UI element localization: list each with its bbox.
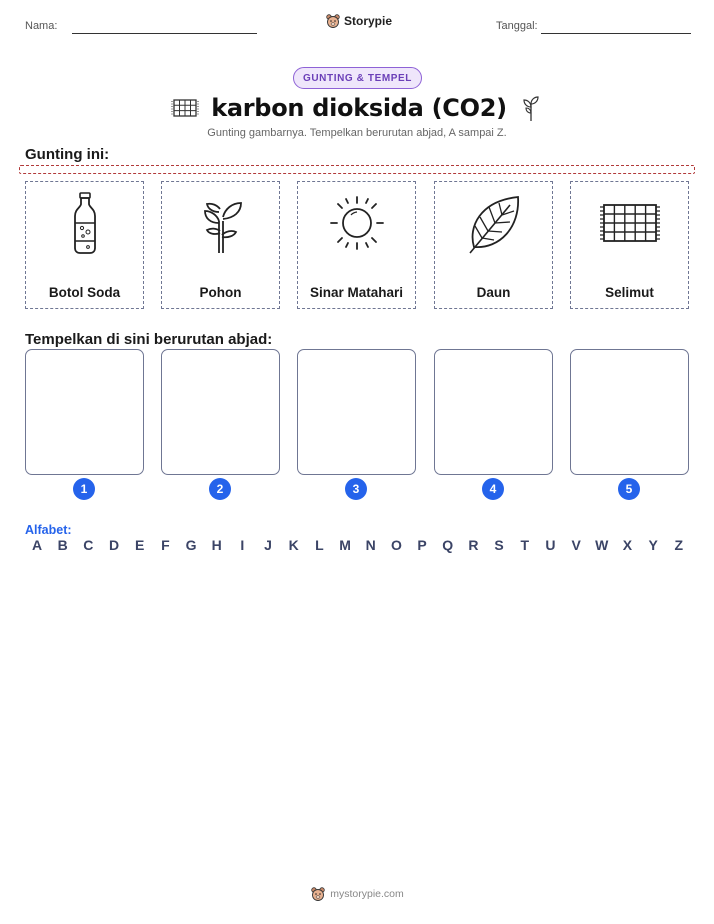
- paste-slot-5[interactable]: [570, 349, 689, 475]
- leaf-icon: [462, 191, 526, 255]
- alphabet-letter: O: [390, 537, 402, 553]
- alphabet-letter: Y: [648, 537, 658, 553]
- card-label: Sinar Matahari: [309, 285, 404, 300]
- alphabet-letter: K: [288, 537, 299, 553]
- alphabet-letter: V: [571, 537, 581, 553]
- card-label: Daun: [476, 285, 511, 300]
- header: [0, 0, 714, 50]
- slot-number: 2: [209, 478, 231, 500]
- logo-text: Storypie: [344, 14, 393, 28]
- date-label: Tanggal:: [496, 20, 538, 32]
- storypie-logo: [325, 13, 392, 29]
- card-leaf[interactable]: [434, 181, 553, 309]
- blanket-icon: [598, 191, 662, 255]
- sun-icon: [325, 191, 389, 255]
- tree-icon: [189, 191, 253, 255]
- alphabet-letter: Q: [442, 537, 454, 553]
- alphabet-letter: R: [468, 537, 479, 553]
- slot-number: 5: [618, 478, 640, 500]
- soda-bottle-icon: [53, 191, 117, 255]
- footer: [0, 886, 714, 902]
- alphabet-letter: G: [185, 537, 197, 553]
- alphabet-letter: L: [315, 537, 324, 553]
- card-soda-bottle[interactable]: [25, 181, 144, 309]
- card-sun[interactable]: [297, 181, 416, 309]
- paste-slot-2[interactable]: [161, 349, 280, 475]
- alphabet-letter: H: [211, 537, 222, 553]
- alphabet-letter: Z: [674, 537, 684, 553]
- alphabet-letter: W: [595, 537, 609, 553]
- alphabet-letter: N: [365, 537, 376, 553]
- card-label: Selimut: [605, 285, 654, 300]
- slot-number: 4: [482, 478, 504, 500]
- card-label: Pohon: [199, 285, 242, 300]
- card-blanket[interactable]: [570, 181, 689, 309]
- alphabet-letter: E: [135, 537, 145, 553]
- alphabet-letter: U: [545, 537, 556, 553]
- instructions: Gunting gambarnya. Tempelkan berurutan abjad, A sampai Z.: [207, 127, 507, 139]
- alphabet-letter: A: [31, 537, 43, 553]
- alphabet-letter: C: [83, 537, 94, 553]
- paste-section-label: Tempelkan di sini berurutan abjad:: [25, 331, 273, 348]
- paste-slot-1[interactable]: [25, 349, 144, 475]
- sprout-icon: [519, 94, 543, 122]
- alphabet-letter: S: [494, 537, 504, 553]
- cut-line: [19, 165, 695, 174]
- paste-slot-3[interactable]: [297, 349, 416, 475]
- date-line[interactable]: [541, 33, 691, 34]
- name-line[interactable]: [72, 33, 257, 34]
- alphabet-letter: I: [240, 537, 245, 553]
- alphabet-letter: D: [108, 537, 120, 553]
- alphabet-letter: X: [622, 537, 633, 553]
- alphabet-label: Alfabet:: [25, 523, 72, 537]
- name-label: Nama:: [25, 20, 58, 32]
- blanket-icon: [171, 98, 199, 118]
- slot-number: 3: [345, 478, 367, 500]
- title-row: [0, 92, 714, 124]
- card-tree[interactable]: [161, 181, 280, 309]
- bear-icon: [325, 13, 341, 29]
- card-label: Botol Soda: [48, 285, 121, 300]
- alphabet-letter: F: [161, 537, 170, 553]
- paste-slot-4[interactable]: [434, 349, 553, 475]
- page-title: karbon dioksida (CO2): [211, 94, 507, 122]
- alphabet-letter: P: [417, 537, 427, 553]
- alphabet-letter: T: [520, 537, 530, 553]
- alphabet-row: [28, 537, 688, 553]
- bear-icon: [310, 886, 326, 902]
- slot-number: 1: [73, 478, 95, 500]
- alphabet-letter: J: [264, 537, 272, 553]
- footer-url[interactable]: mystorypie.com: [330, 888, 404, 900]
- cut-section-label: Gunting ini:: [25, 146, 110, 163]
- activity-badge: GUNTING & TEMPEL: [293, 67, 422, 89]
- alphabet-letter: M: [339, 537, 351, 553]
- alphabet-letter: B: [57, 537, 68, 553]
